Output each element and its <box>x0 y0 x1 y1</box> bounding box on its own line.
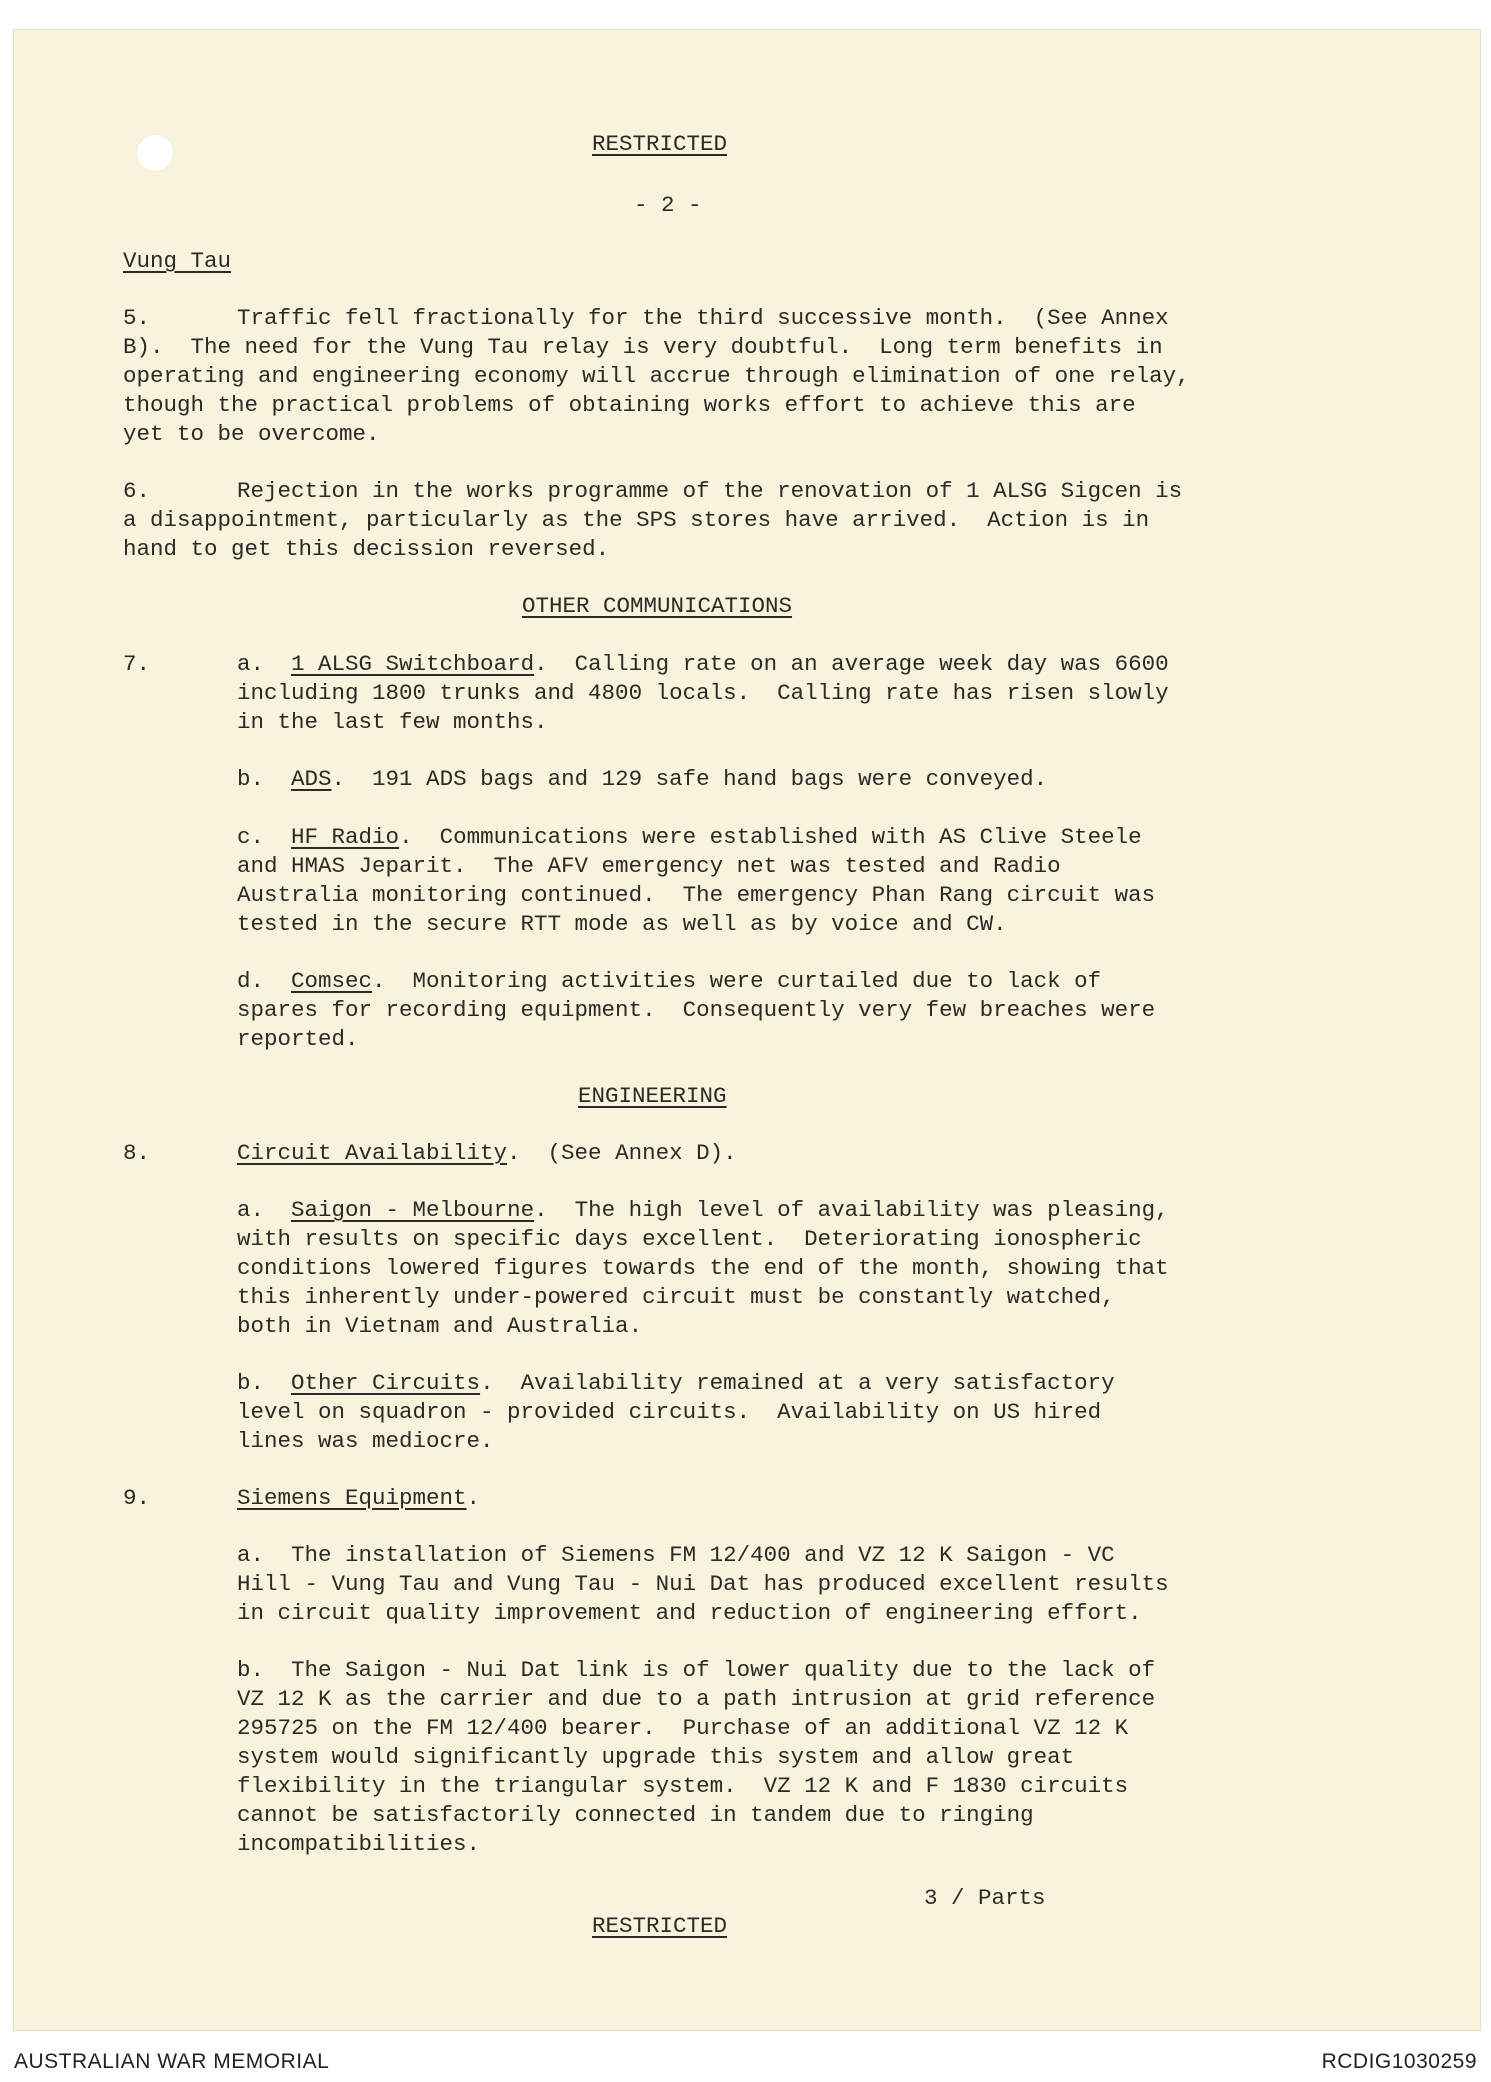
para9a-line: Hill - Vung Tau and Vung Tau - Nui Dat has produced excellent results <box>237 1571 1169 1597</box>
para9b-line: flexibility in the triangular system. VZ 12 K and F 1830 circuits <box>237 1773 1129 1799</box>
subpara-text: . Availability remained at a very satisfactory <box>480 1370 1115 1396</box>
para-number: 6. <box>123 478 151 504</box>
subpara-text: . Monitoring activities were curtailed due to lack of <box>372 968 1102 994</box>
subpara-letter: b. <box>237 1657 265 1683</box>
subpara-title: Saigon - Melbourne <box>291 1197 535 1223</box>
para9b-line: 295725 on the FM 12/400 bearer. Purchase of an additional VZ 12 K <box>237 1715 1129 1741</box>
para-title-rest: . (See Annex D). <box>507 1140 737 1166</box>
para9b-first-line <box>237 1656 1155 1684</box>
para7a-line: including 1800 trunks and 4800 locals. Calling rate has risen slowly <box>237 680 1169 706</box>
para8a-line: both in Vietnam and Australia. <box>237 1313 643 1339</box>
para-number: 8. <box>123 1140 151 1166</box>
para8b-line: level on squadron - provided circuits. Availability on US hired <box>237 1399 1102 1425</box>
para7b-first-line <box>237 765 1047 793</box>
para9a-first-line <box>237 1541 1115 1569</box>
footer-classification: RESTRICTED <box>592 1913 728 1939</box>
section-heading-other-communications: OTHER COMMUNICATIONS <box>522 593 793 619</box>
para9b-line: incompatibilities. <box>237 1831 481 1857</box>
para8-title-line <box>237 1139 737 1167</box>
para5-line: B). The need for the Vung Tau relay is very doubtful. Long term benefits in <box>123 334 1163 360</box>
para6-line: hand to get this decission reversed. <box>123 536 610 562</box>
para9b-line: cannot be satisfactorily connected in tandem due to ringing <box>237 1802 1034 1828</box>
para7d-line: reported. <box>237 1026 359 1052</box>
section-heading-vung-tau: Vung Tau <box>123 248 232 274</box>
subpara-letter: c. <box>237 824 265 850</box>
para7c-line: and HMAS Jeparit. The AFV emergency net was tested and Radio <box>237 853 1061 879</box>
para6-line: Rejection in the works programme of the renovation of 1 ALSG Sigcen is <box>237 478 1183 504</box>
section-heading-engineering: ENGINEERING <box>578 1083 727 1109</box>
subpara-text: . Calling rate on an average week day was 6600 <box>534 651 1169 677</box>
subpara-letter: a. <box>237 651 265 677</box>
para9b-line: system would significantly upgrade this system and allow great <box>237 1744 1075 1770</box>
para7d-first-line <box>237 967 1101 995</box>
para9-title-line <box>237 1484 480 1512</box>
para7c-line: tested in the secure RTT mode as well as by voice and CW. <box>237 911 1007 937</box>
archive-footer-left: AUSTRALIAN WAR MEMORIAL <box>14 2050 330 2073</box>
para5-line: Traffic fell fractionally for the third successive month. (See Annex <box>237 305 1169 331</box>
page-number: - 2 - <box>634 192 702 218</box>
para5-line: though the practical problems of obtaining works effort to achieve this are <box>123 392 1136 418</box>
subpara-title: HF Radio <box>291 824 400 850</box>
para5-line: yet to be overcome. <box>123 421 380 447</box>
para7c-first-line <box>237 823 1142 851</box>
para7a-line: in the last few months. <box>237 709 548 735</box>
subpara-letter: d. <box>237 968 265 994</box>
para8b-line: lines was mediocre. <box>237 1428 494 1454</box>
para-number: 7. <box>123 651 151 677</box>
subpara-title: Comsec <box>291 968 373 994</box>
subpara-title: Other Circuits <box>291 1370 481 1396</box>
para7a-first-line <box>237 650 1169 678</box>
para6-line: a disappointment, particularly as the SPS stores have arrived. Action is in <box>123 507 1150 533</box>
para8b-first-line <box>237 1369 1115 1397</box>
subpara-title: 1 ALSG Switchboard <box>291 651 535 677</box>
para8a-line: this inherently under-powered circuit must be constantly watched, <box>237 1284 1115 1310</box>
subpara-text: . 191 ADS bags and 129 safe hand bags were conveyed. <box>331 766 1048 792</box>
para9b-line: VZ 12 K as the carrier and due to a path intrusion at grid reference <box>237 1686 1156 1712</box>
para-title: Siemens Equipment <box>237 1485 467 1511</box>
punch-hole <box>136 134 174 172</box>
subpara-title: ADS <box>291 766 332 792</box>
para-title: Circuit Availability <box>237 1140 508 1166</box>
para9a-line: in circuit quality improvement and reduction of engineering effort. <box>237 1600 1142 1626</box>
para-number: 9. <box>123 1485 151 1511</box>
para8a-line: conditions lowered figures towards the end of the month, showing that <box>237 1255 1169 1281</box>
archive-footer-right: RCDIG1030259 <box>1321 2050 1477 2073</box>
subpara-letter: b. <box>237 1370 265 1396</box>
subpara-text: The Saigon - Nui Dat link is of lower quality due to the lack of <box>291 1657 1156 1683</box>
para8a-first-line <box>237 1196 1169 1224</box>
subpara-letter: a. <box>237 1542 265 1568</box>
subpara-text: The installation of Siemens FM 12/400 and VZ 12 K Saigon - VC <box>291 1542 1115 1568</box>
para-title-rest: . <box>466 1485 481 1511</box>
para7d-line: spares for recording equipment. Consequently very few breaches were <box>237 997 1156 1023</box>
subpara-text: . Communications were established with AS Clive Steele <box>399 824 1142 850</box>
para5-line: operating and engineering economy will accrue through elimination of one relay, <box>123 363 1190 389</box>
para7c-line: Australia monitoring continued. The emergency Phan Rang circuit was <box>237 882 1156 908</box>
header-classification: RESTRICTED <box>592 131 728 157</box>
para8a-line: with results on specific days excellent. Deteriorating ionospheric <box>237 1226 1142 1252</box>
para-number: 5. <box>123 305 151 331</box>
subpara-letter: a. <box>237 1197 265 1223</box>
subpara-letter: b. <box>237 766 265 792</box>
continuation-note: 3 / Parts <box>924 1885 1046 1911</box>
subpara-text: . The high level of availability was pleasing, <box>534 1197 1169 1223</box>
